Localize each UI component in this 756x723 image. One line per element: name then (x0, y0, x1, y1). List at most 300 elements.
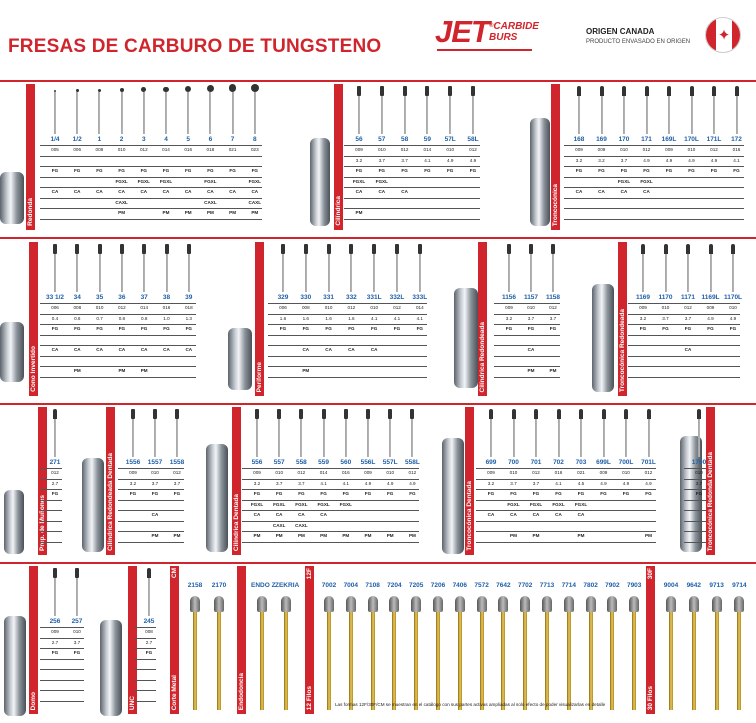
table-cell: CA (510, 512, 517, 517)
bur-code: 7406 (452, 582, 468, 589)
bur-head (281, 596, 291, 612)
table-rule (134, 701, 156, 702)
origin-block (586, 27, 690, 45)
bur-head (622, 86, 626, 96)
table-cell: 021 (577, 470, 585, 475)
bur-code: 38 (162, 294, 171, 301)
category-label: UNC (129, 695, 136, 710)
bur-shank (545, 610, 549, 710)
table-cell: PM (162, 210, 170, 215)
table-rule (628, 324, 740, 325)
category-bar (170, 566, 179, 714)
table-rule (40, 500, 62, 501)
table-rule (494, 303, 560, 304)
table-cell: 016 (554, 470, 563, 475)
bur-head (586, 596, 596, 612)
table-cell: 3.2 (355, 157, 363, 163)
bur-shank (589, 610, 593, 710)
table-cell: CA (163, 347, 170, 352)
bur-head (471, 86, 475, 96)
bur-shank (411, 415, 413, 457)
table-cell: CA (684, 347, 692, 352)
bur-shank (513, 415, 515, 457)
table-cell: FG (505, 326, 513, 331)
table-cell: CA (151, 512, 159, 517)
table-cell: 3.7 (173, 480, 181, 486)
table-cell: FGXL (507, 501, 520, 507)
bur-code: 700L (618, 459, 634, 466)
bur-shank (187, 92, 189, 134)
table-cell: CA (527, 347, 535, 352)
bur-head (564, 596, 574, 612)
category-label: Troncocónica Redondeada (619, 308, 626, 392)
category-bar (305, 566, 314, 714)
table-cell: 3.2 (253, 480, 261, 486)
bur-head (607, 596, 617, 612)
bur-code: 1169L (701, 294, 720, 301)
bur-head (54, 90, 56, 92)
table-cell: 016 (341, 470, 350, 475)
table-cell: 4.9 (643, 157, 650, 163)
bur-photo (530, 118, 550, 226)
bur-shank (414, 610, 418, 710)
bur-code: 2158 (187, 582, 203, 589)
bur-code: 1558 (169, 459, 185, 466)
table-cell: 010 (622, 470, 630, 475)
bur-code: 8 (252, 136, 257, 143)
table-cell: 4.9 (364, 480, 372, 486)
table-cell: FG (598, 168, 605, 173)
table-cell: FGXL (137, 178, 150, 184)
table-cell: FGXL (375, 178, 388, 184)
bur-code: 557 (273, 459, 285, 466)
bur-head (257, 596, 267, 612)
origin-subtitle: PRODUCTO ENVASADO EN ORIGEN (586, 39, 691, 45)
table-cell: 012 (118, 305, 126, 310)
bur-shank (698, 415, 700, 457)
bur-shank (523, 610, 527, 710)
logo-subtitle (489, 21, 539, 43)
category-tag: CM (171, 568, 178, 579)
table-cell: FGXL (529, 501, 543, 507)
bur-head (346, 596, 356, 612)
table-cell: PM (151, 533, 159, 538)
bur-code: 5 (186, 136, 190, 143)
table-cell: 016 (184, 147, 193, 152)
bur-head (147, 568, 151, 578)
bur-head (731, 244, 735, 254)
bur-code: 1/2 (72, 136, 82, 143)
bur-head (76, 89, 79, 92)
table-rule (268, 335, 427, 336)
bur-code: 7702 (517, 582, 533, 589)
category-bar (551, 84, 560, 230)
table-rule (476, 500, 656, 501)
table-rule (40, 314, 196, 315)
bur-code: 1158 (545, 294, 561, 301)
table-rule (684, 521, 706, 522)
table-cell: 010 (370, 305, 379, 310)
bur-shank (710, 250, 712, 292)
table-cell: 014 (423, 147, 432, 152)
table-cell: 3.7 (532, 480, 540, 486)
bur-shank (148, 574, 150, 616)
table-cell: PM (510, 533, 517, 538)
table-cell: PM (408, 533, 416, 538)
bur-shank (345, 415, 347, 457)
table-cell: FG (469, 168, 477, 173)
bur-shank (715, 610, 719, 710)
bur-code: 1/4 (50, 136, 60, 143)
table-cell: 010 (661, 305, 670, 310)
table-rule (268, 324, 427, 325)
bur-head (187, 244, 191, 254)
table-cell: 010 (386, 470, 395, 475)
table-cell: CA (325, 347, 332, 352)
bur-head (53, 409, 57, 419)
table-cell: FG (549, 326, 557, 331)
table-cell: FG (695, 491, 703, 496)
bur-head (629, 596, 639, 612)
bur-photo (4, 490, 24, 554)
bur-head (163, 87, 169, 93)
table-rule (242, 531, 419, 532)
bur-shank (436, 610, 440, 710)
bur-shank (732, 250, 734, 292)
table-cell: 008 (73, 305, 82, 310)
bur-head (366, 409, 370, 419)
table-cell: CA (251, 189, 259, 194)
table-cell: 012 (644, 470, 653, 475)
table-cell: 0.8 (140, 315, 148, 321)
table-cell: FGXL (159, 178, 173, 184)
bur-code: 2170 (211, 582, 227, 589)
bur-shank (121, 250, 123, 292)
table-cell: 018 (206, 147, 215, 152)
table-cell: CA (555, 512, 562, 517)
table-cell: CA (378, 189, 386, 194)
bur-code: 1171 (680, 294, 696, 301)
bur-shank (490, 415, 492, 457)
bur-head (689, 596, 699, 612)
table-cell: 014 (162, 147, 170, 152)
bur-head (131, 409, 135, 419)
bur-photo (454, 288, 478, 388)
table-cell: FGXL (317, 501, 330, 507)
category-label: Periforme (256, 361, 263, 392)
table-rule (628, 356, 740, 357)
bur-head (433, 596, 443, 612)
table-rule (40, 521, 62, 522)
bur-code: 1170L (723, 294, 743, 301)
bur-head (53, 244, 57, 254)
table-cell: 1.0 (163, 315, 170, 321)
table-cell: CA (620, 189, 628, 194)
table-cell: FG (424, 168, 431, 173)
bur-code: 170 (618, 136, 630, 143)
category-bar (618, 242, 627, 396)
table-cell: 016 (732, 147, 741, 152)
table-rule (40, 659, 84, 660)
category-tag: 30F (647, 568, 654, 580)
category-label: Prep. de Muñones (39, 495, 46, 551)
table-cell: FG (370, 326, 378, 331)
table-cell: FG (51, 168, 59, 173)
bur-shank (282, 250, 284, 292)
table-cell: 4.1 (555, 480, 562, 486)
table-cell: CA (577, 512, 585, 517)
bur-head (388, 409, 392, 419)
table-rule (684, 500, 706, 501)
bur-code: 700 (508, 459, 519, 466)
table-cell: FG (173, 491, 181, 496)
table-rule (40, 377, 196, 378)
bur-code: 332 (345, 294, 357, 301)
bur-shank (99, 250, 101, 292)
table-cell: PM (302, 368, 310, 373)
table-rule (40, 648, 84, 649)
table-cell: FG (684, 326, 692, 331)
table-rule (628, 314, 740, 315)
bur-shank (121, 92, 123, 134)
table-cell: CA (207, 189, 214, 194)
bur-code: 9714 (732, 582, 747, 589)
bur-head (579, 409, 583, 419)
bur-head (344, 409, 348, 419)
table-rule (344, 156, 480, 157)
table-cell: 3.7 (73, 639, 81, 645)
table-cell: 3.2 (639, 315, 647, 321)
table-cell: FG (688, 168, 695, 173)
category-bar (478, 242, 487, 396)
table-cell: CAXL (272, 522, 286, 528)
table-cell: FG (118, 168, 125, 173)
table-rule (476, 468, 656, 469)
table-cell: CA (401, 189, 408, 194)
bur-head (141, 87, 146, 92)
table-cell: 010 (151, 470, 159, 475)
table-cell: FG (342, 491, 349, 496)
table-cell: FG (643, 168, 650, 173)
table-cell: PM (342, 533, 350, 538)
table-cell: 010 (695, 470, 703, 475)
bur-shank (154, 415, 156, 457)
bur-code: 699 (485, 459, 497, 466)
bur-code: 9004 (663, 582, 679, 589)
bur-code: 332L (389, 294, 405, 301)
category-label: Corte Metal (171, 674, 178, 710)
table-cell: CA (140, 189, 148, 194)
table-cell: 0.6 (74, 315, 81, 321)
table-cell: PM (364, 533, 372, 538)
table-rule (268, 356, 427, 357)
bur-head (75, 568, 79, 578)
table-rule (118, 510, 184, 511)
table-cell: FG (302, 326, 309, 331)
table-rule (494, 345, 560, 346)
table-rule (40, 156, 262, 157)
bur-shank (350, 250, 352, 292)
bur-shank (371, 610, 375, 710)
category-bar (255, 242, 264, 396)
bur-shank (254, 92, 256, 134)
bur-code: 331 (323, 294, 335, 301)
bur-photo (442, 438, 464, 554)
bur-head (712, 596, 722, 612)
table-cell: CA (575, 189, 583, 194)
table-cell: 014 (319, 470, 328, 475)
table-cell: 009 (487, 470, 495, 475)
table-cell: 012 (684, 305, 692, 310)
table-cell: 3.2 (129, 480, 137, 486)
bur-head (686, 244, 690, 254)
bur-shank (535, 415, 537, 457)
table-rule (40, 145, 262, 146)
bur-head (153, 409, 157, 419)
table-cell: FG (96, 326, 103, 331)
bur-shank (284, 610, 288, 710)
bur-code: 9642 (686, 582, 702, 589)
category-label: Redonda (27, 198, 34, 226)
bur-head (645, 86, 649, 96)
table-rule (40, 627, 84, 628)
bur-shank (713, 92, 715, 134)
table-cell: 4.1 (342, 480, 349, 486)
bur-head (734, 596, 744, 612)
bur-code: 1700 (691, 459, 707, 466)
table-cell: FG (229, 168, 236, 173)
table-cell: 009 (706, 305, 715, 310)
table-cell: 010 (117, 147, 126, 152)
bur-shank (404, 92, 406, 134)
bur-head (322, 409, 326, 419)
bur-code: 556L (360, 459, 376, 466)
table-cell: PM (577, 533, 585, 538)
table-cell: 008 (301, 305, 310, 310)
table-cell: FG (96, 168, 103, 173)
category-bar (26, 84, 35, 230)
bur-head (327, 244, 331, 254)
bur-code: 256 (49, 618, 61, 625)
category-bar (334, 84, 343, 230)
table-rule (564, 166, 744, 167)
table-rule (684, 542, 706, 543)
bur-shank (143, 92, 145, 134)
table-cell: FG (118, 326, 126, 331)
bur-shank (323, 415, 325, 457)
bur-code: 6 (208, 136, 213, 143)
bur-code: 7642 (496, 582, 511, 589)
table-rule (494, 356, 560, 357)
bur-code: 58 (400, 136, 409, 143)
table-cell: 009 (575, 147, 583, 152)
table-cell: CA (118, 189, 125, 194)
table-cell: PM (173, 533, 181, 538)
table-rule (268, 366, 427, 367)
bur-head (448, 86, 452, 96)
bur-shank (601, 92, 603, 134)
table-cell: FG (409, 491, 416, 496)
table-cell: FG (645, 491, 652, 496)
table-cell: 010 (275, 470, 284, 475)
table-cell: FGXL (552, 501, 565, 507)
table-rule (628, 303, 740, 304)
bur-head (602, 409, 606, 419)
bur-head (277, 409, 281, 419)
table-cell: 4.9 (446, 157, 454, 163)
table-cell: FGXL (248, 178, 261, 184)
table-cell: 3.2 (505, 315, 513, 321)
table-cell: 006 (51, 305, 59, 310)
bur-code: 1157 (523, 294, 539, 301)
bur-head (53, 568, 57, 578)
bur-shank (458, 610, 462, 710)
table-cell: 012 (408, 470, 417, 475)
bur-head (98, 244, 102, 254)
bur-code: 271 (49, 459, 61, 466)
table-cell: 4.9 (707, 315, 714, 321)
bur-code: ENDO Z (251, 582, 276, 589)
bur-head (489, 409, 493, 419)
table-rule (40, 638, 84, 639)
bur-code: 331L (366, 294, 382, 301)
bur-head (557, 409, 561, 419)
bur-shank (426, 92, 428, 134)
bur-photo (4, 616, 26, 716)
table-cell: 3.7 (620, 157, 628, 163)
table-rule (564, 177, 744, 178)
category-bar (29, 566, 38, 714)
table-rule (40, 219, 262, 220)
bur-head (735, 86, 739, 96)
table-rule (476, 510, 656, 511)
table-cell: CA (320, 512, 327, 517)
bur-code: 7713 (539, 582, 555, 589)
bur-head (529, 244, 533, 254)
bur-shank (642, 250, 644, 292)
category-label: Cono Invertido (30, 346, 37, 392)
table-rule (628, 335, 740, 336)
category-bar (237, 566, 246, 714)
table-cell: 3.7 (378, 157, 385, 163)
table-cell: CA (275, 512, 283, 517)
table-cell: 008 (145, 629, 153, 634)
table-cell: 012 (532, 470, 540, 475)
table-rule (344, 198, 480, 199)
table-cell: 012 (347, 305, 356, 310)
bur-head (411, 596, 421, 612)
bur-shank (558, 415, 560, 457)
table-cell: 4.9 (469, 157, 477, 163)
table-rule (344, 145, 480, 146)
table-cell: FG (348, 326, 355, 331)
table-cell: FG (140, 168, 147, 173)
table-cell: 010 (509, 470, 518, 475)
table-rule (344, 208, 480, 209)
table-cell: 4.5 (577, 480, 585, 486)
bur-shank (632, 610, 636, 710)
bur-head (624, 409, 628, 419)
table-cell: CA (140, 347, 148, 352)
table-cell: FG (401, 168, 408, 173)
table-rule (242, 521, 419, 522)
bur-code: 57 (378, 136, 386, 143)
table-cell: PM (275, 533, 283, 538)
category-label: Troncocónica (552, 183, 559, 226)
table-cell: 4.9 (600, 480, 607, 486)
table-rule (40, 468, 62, 469)
bur-shank (278, 415, 280, 457)
